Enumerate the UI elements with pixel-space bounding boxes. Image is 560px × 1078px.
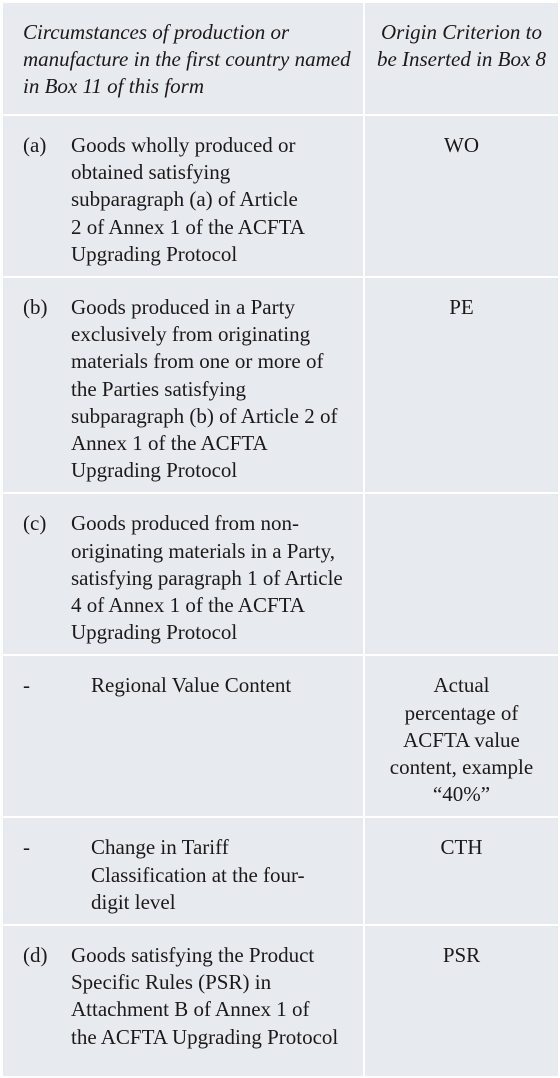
table-row <box>2 493 559 655</box>
row-criterion: Actual percentage of ACFTA value content, example “40%” <box>364 655 559 817</box>
row-marker: - <box>23 835 30 860</box>
header-circumstances: Circumstances of production or manufacture in the first country named in Box 11 of this form <box>2 2 364 115</box>
row-description-cell <box>2 493 364 655</box>
row-marker: (d) <box>23 943 48 968</box>
row-marker: - <box>23 673 30 698</box>
row-criterion: WO <box>364 115 559 277</box>
row-marker: (c) <box>23 511 47 536</box>
row-description: Goods wholly produced or obtained satisfying subparagraph (a) of Article 2 of Annex 1 of the ACFTA Upgrading Protocol <box>71 133 304 266</box>
table-row <box>2 277 559 493</box>
row-criterion: CTH <box>364 817 559 925</box>
row-description: Change in Tariff Classification at the four-digit level <box>91 835 305 914</box>
row-description-cell <box>2 925 364 1077</box>
row-description-cell <box>2 817 364 925</box>
header-origin-criterion: Origin Criterion to be Inserted in Box 8 <box>364 2 559 115</box>
row-description-cell <box>2 115 364 277</box>
row-description: Goods produced from non-originating materials in a Party, satisfying paragraph 1 of Article 4 of Annex 1 of the ACFTA Upgrading Protocol <box>71 511 343 645</box>
row-description-cell <box>2 277 364 493</box>
row-description-cell <box>2 655 364 817</box>
row-criterion: PSR <box>364 925 559 1077</box>
row-criterion: PE <box>364 277 559 493</box>
row-description: Regional Value Content <box>91 673 292 698</box>
row-marker: (b) <box>23 295 48 320</box>
row-description: Goods produced in a Party exclusively from originating materials from one or more of the Parties satisfying subparagraph (b) of Article 2 of Annex 1 of the ACFTA Upgrading Protocol <box>71 295 338 483</box>
table-header-row <box>2 2 559 115</box>
row-criterion <box>364 493 559 655</box>
row-marker: (a) <box>23 133 47 157</box>
table-row <box>2 925 559 1077</box>
origin-criteria-table <box>1 1 560 1078</box>
table-row <box>2 817 559 925</box>
row-description: Goods satisfying the Product Specific Rules (PSR) in Attachment B of Annex 1 of the ACFTA Upgrading Protocol <box>71 943 339 1049</box>
table-row <box>2 115 559 277</box>
table-row <box>2 655 559 817</box>
